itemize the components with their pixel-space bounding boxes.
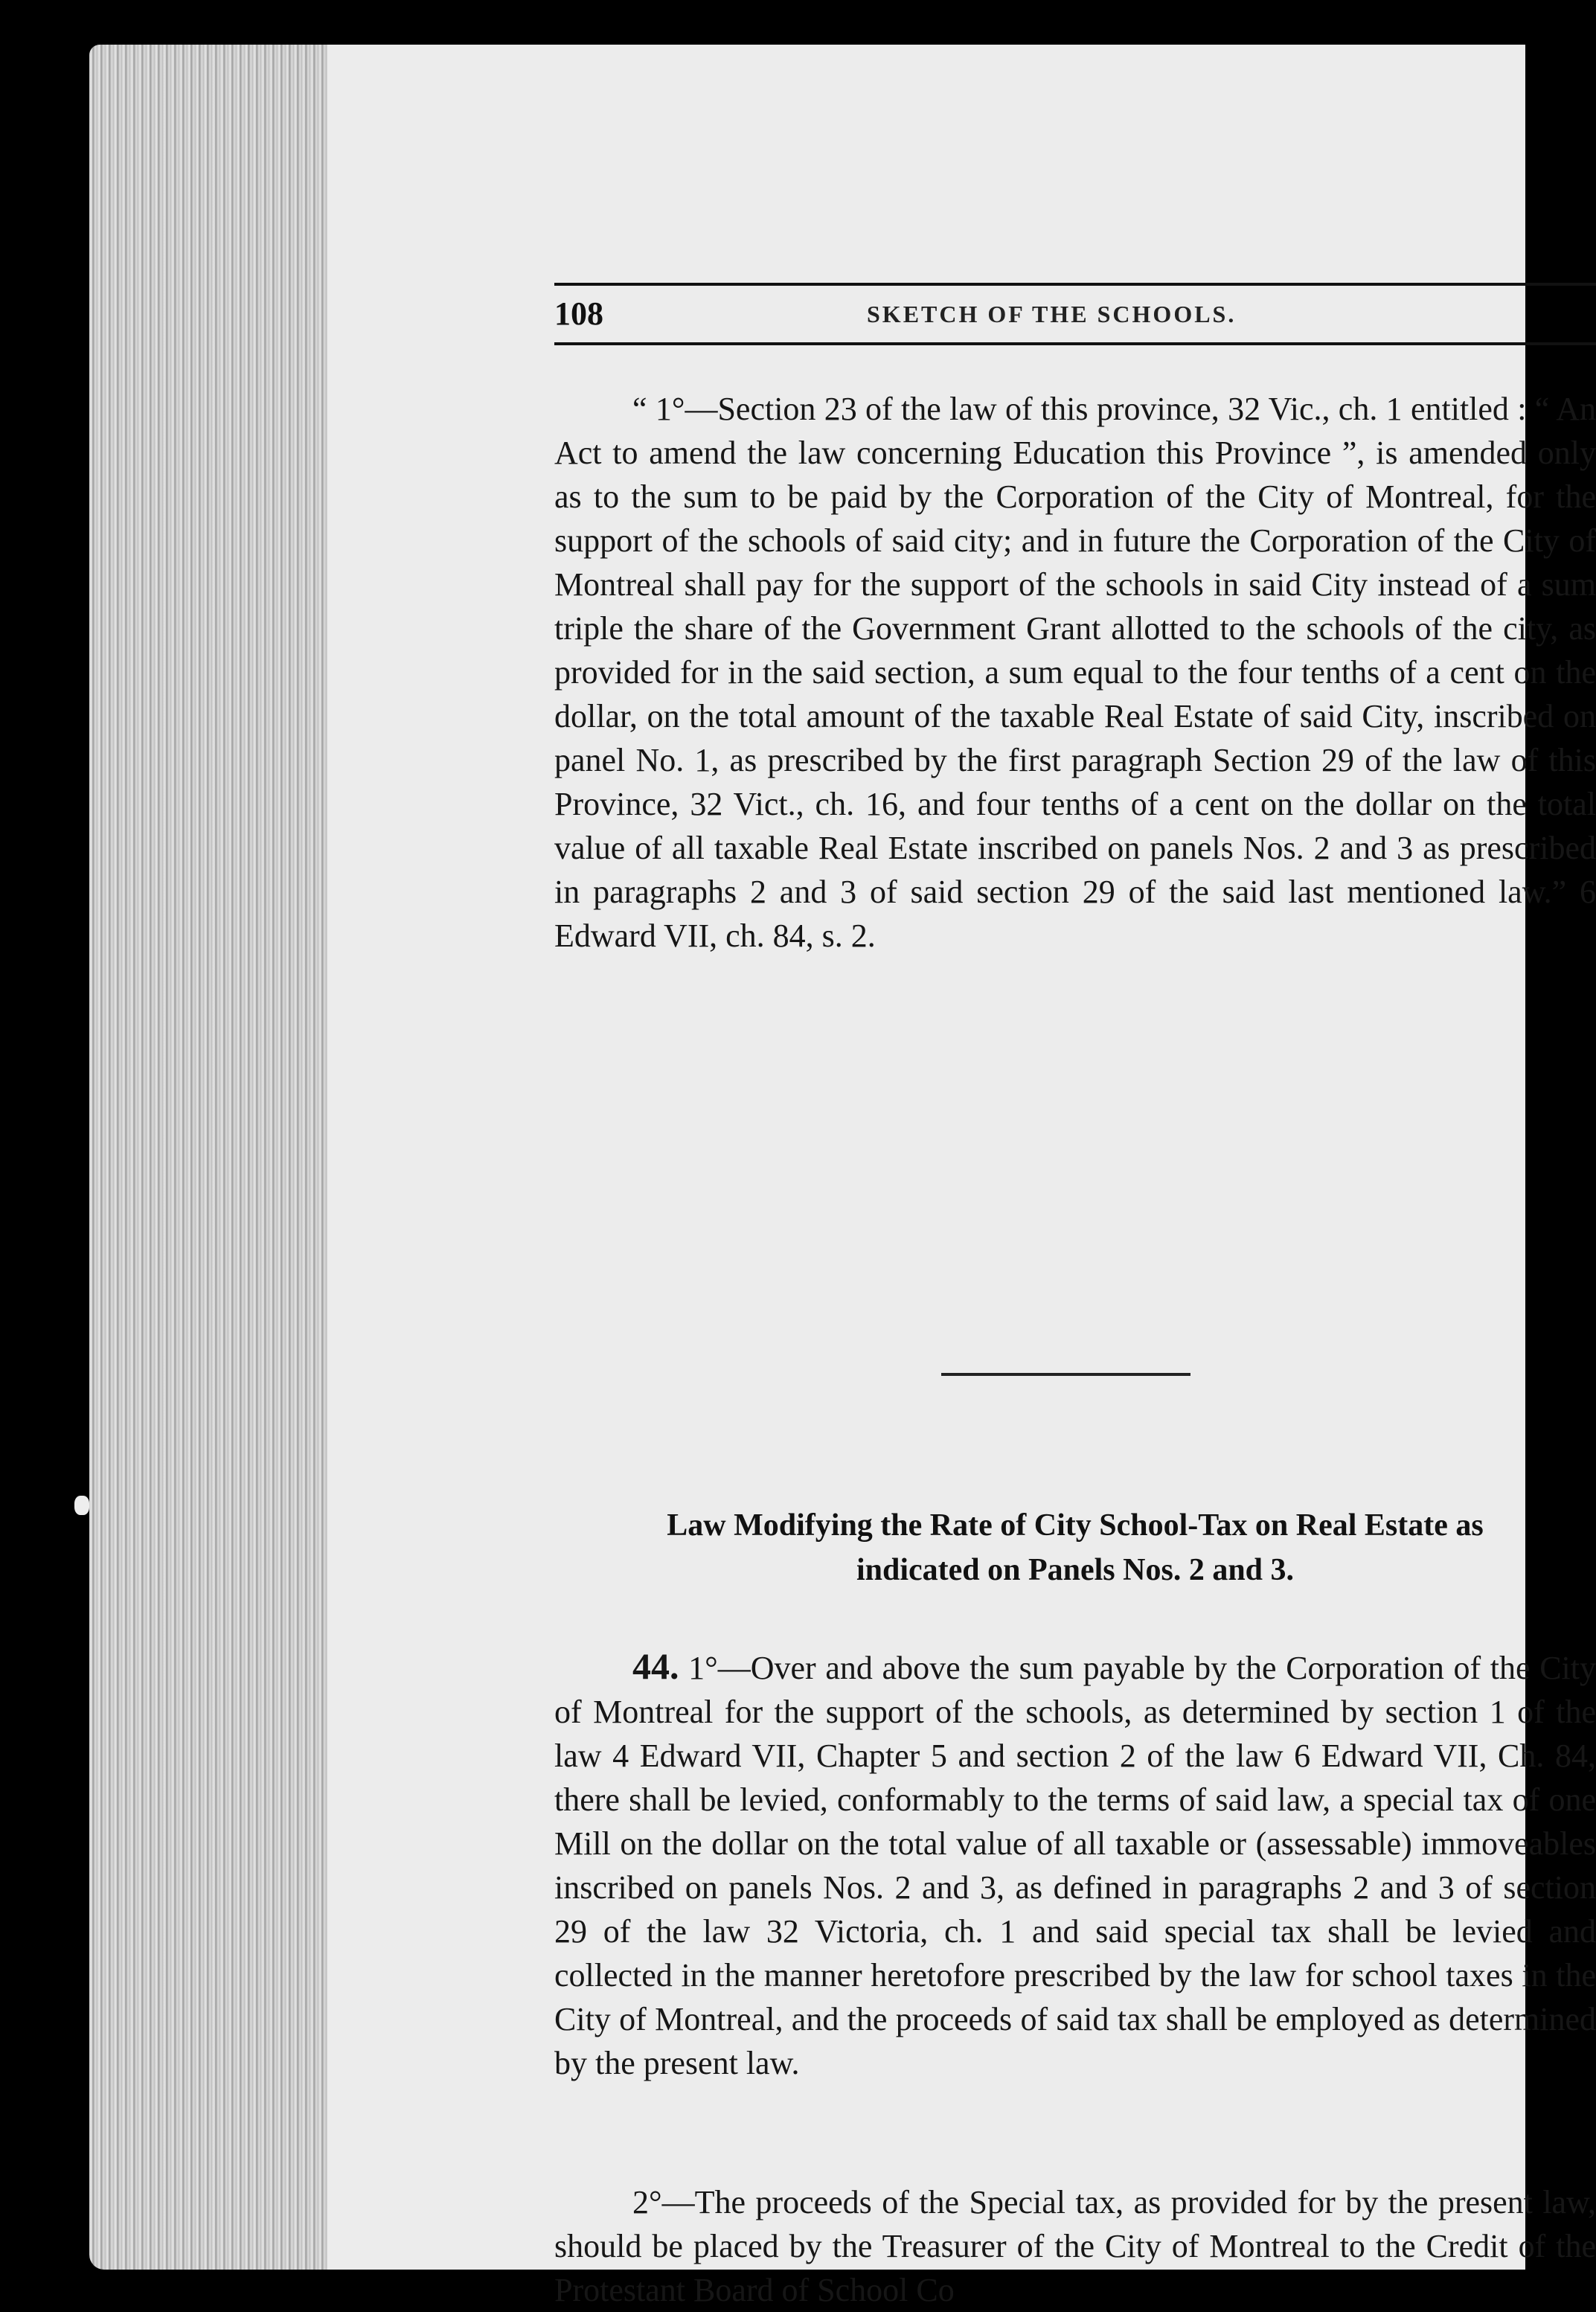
- section-heading-line2: indicated on Panels Nos. 2 and 3.: [856, 1553, 1295, 1587]
- section-44-paragraph: [554, 1645, 1596, 2085]
- section-number: 44.: [632, 1645, 679, 1687]
- section-heading: [554, 1503, 1596, 1592]
- paragraph-special-tax: 2°—The proceeds of the Special tax, as provided for by the present law, should be placed by the Treasurer of the City of Montreal to the Credit of the Protestant Board of School Co: [554, 2184, 1596, 2308]
- section-44-text: 1°—Over and above the sum payable by the Corporation of the City of Montreal for the support of the schools, as determined by section 1 of the law 4 Edward VII, Chapter 5 and section 2 of the law 6 Edward VII, Ch. 84, there shall be levied, conformably to the terms of said law, a special tax of one Mill on the dollar on the total value of all taxable or (assessable) immoveables inscribed on panels Nos. 2 and 3, as defined in paragraphs 2 and 3 of section 29 of the law 32 Victoria, ch. 1 and said special tax shall be levied and collected in the manner heretofore prescribed by the law for school taxes in the City of Montreal, and the proceeds of said tax shall be employed as determined by the present law.: [554, 1650, 1596, 2081]
- section-heading-line1: Law Modifying the Rate of City School-Tax on Real Estate as: [667, 1508, 1484, 1543]
- section-divider: [941, 1373, 1190, 1376]
- paragraph-section-23: “ 1°—Section 23 of the law of this province, 32 Vic., ch. 1 entitled : “ An Act to amend the law concerning Education this Province ”, is amended only as to the sum to be paid by the Corporation of the City of Montreal, for the support of the schools of said city; and in future the Corporation of the City of Montreal shall pay for the support of the schools in said City instead of a sum triple the share of the Government Grant allotted to the schools of the city, as provided for in the said section, a sum equal to the four tenths of a cent on the dollar, on the total amount of the taxable Real Estate of said City, inscribed on panel No. 1, as prescribed by the first paragraph Section 29 of the law of this Province, 32 Vict., ch. 16, and four tenths of a cent on the dollar on the total value of all taxable Real Estate inscribed on panels Nos. 2 and 3 as prescribed in paragraphs 2 and 3 of said section 29 of the said last mentioned law.” 6 Edward VII, ch. 84, s. 2.: [554, 391, 1596, 954]
- book-page: [327, 45, 1596, 2308]
- running-head: [554, 238, 1596, 332]
- header-rule-top: [554, 283, 1596, 286]
- book-page-edges: [89, 45, 342, 2270]
- header-rule-bottom: [554, 342, 1596, 345]
- page-number: 108: [554, 295, 603, 332]
- running-head-title: SKETCH OF THE SCHOOLS.: [867, 301, 1237, 327]
- scan-mark: [74, 1496, 89, 1515]
